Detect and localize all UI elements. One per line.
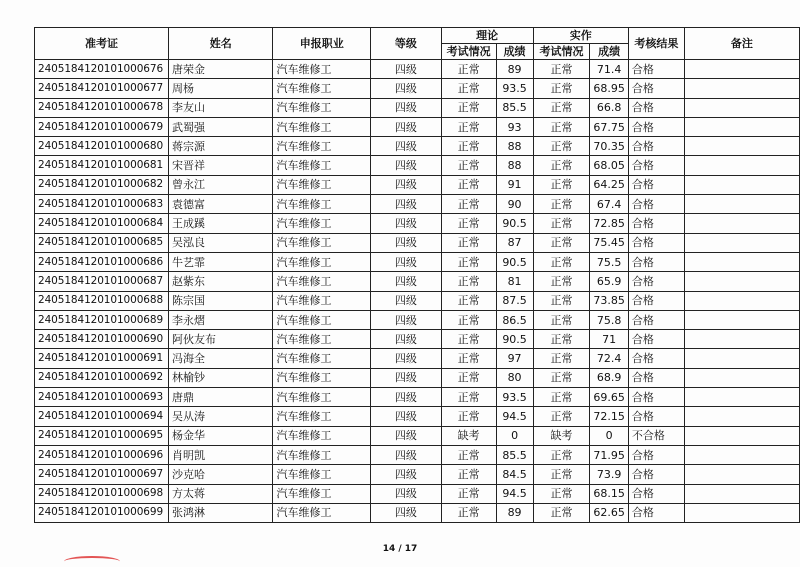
cell-practice-status: 正常 [533, 407, 590, 426]
cell-name: 陈宗国 [168, 291, 272, 310]
cell-note [684, 252, 799, 271]
header-level: 等级 [371, 28, 442, 60]
cell-exam-id: 2405184120101000681 [35, 156, 169, 175]
table-row [35, 175, 800, 194]
cell-result: 合格 [628, 503, 684, 522]
cell-note [684, 368, 799, 387]
cell-result: 合格 [628, 445, 684, 464]
table-row [35, 233, 800, 252]
cell-theory-status: 正常 [441, 195, 496, 214]
cell-theory-score: 85.5 [496, 445, 533, 464]
cell-theory-score: 90.5 [496, 252, 533, 271]
cell-practice-status: 正常 [533, 214, 590, 233]
table-row [35, 156, 800, 175]
header-theory-status: 考试情况 [441, 44, 496, 60]
cell-name: 武蜀强 [168, 117, 272, 136]
cell-exam-id: 2405184120101000696 [35, 445, 169, 464]
cell-result: 合格 [628, 388, 684, 407]
cell-job: 汽车维修工 [273, 368, 371, 387]
cell-result: 合格 [628, 117, 684, 136]
cell-note [684, 330, 799, 349]
cell-practice-status: 正常 [533, 484, 590, 503]
cell-theory-status: 正常 [441, 465, 496, 484]
cell-level: 四级 [371, 445, 442, 464]
cell-theory-score: 87.5 [496, 291, 533, 310]
cell-result: 合格 [628, 137, 684, 156]
cell-job: 汽车维修工 [273, 117, 371, 136]
cell-job: 汽车维修工 [273, 214, 371, 233]
table-row [35, 60, 800, 79]
cell-result: 合格 [628, 310, 684, 329]
cell-theory-status: 正常 [441, 368, 496, 387]
cell-result: 合格 [628, 233, 684, 252]
table-row [35, 252, 800, 271]
cell-theory-status: 正常 [441, 310, 496, 329]
cell-level: 四级 [371, 407, 442, 426]
cell-result: 合格 [628, 407, 684, 426]
cell-practice-status: 正常 [533, 233, 590, 252]
cell-practice-status: 正常 [533, 368, 590, 387]
cell-name: 肖明凯 [168, 445, 272, 464]
cell-job: 汽车维修工 [273, 330, 371, 349]
cell-job: 汽车维修工 [273, 426, 371, 445]
cell-level: 四级 [371, 310, 442, 329]
table-row [35, 137, 800, 156]
cell-theory-status: 正常 [441, 137, 496, 156]
header-theory-score: 成绩 [496, 44, 533, 60]
cell-theory-status: 正常 [441, 445, 496, 464]
cell-theory-status: 正常 [441, 252, 496, 271]
cell-result: 合格 [628, 272, 684, 291]
cell-practice-score: 68.9 [590, 368, 629, 387]
table-row [35, 503, 800, 522]
table-row [35, 368, 800, 387]
cell-practice-score: 70.35 [590, 137, 629, 156]
cell-theory-score: 88 [496, 137, 533, 156]
cell-job: 汽车维修工 [273, 310, 371, 329]
cell-job: 汽车维修工 [273, 445, 371, 464]
cell-practice-status: 正常 [533, 137, 590, 156]
header-exam-id: 准考证 [35, 28, 169, 60]
cell-practice-status: 正常 [533, 175, 590, 194]
cell-result: 合格 [628, 195, 684, 214]
cell-practice-status: 正常 [533, 98, 590, 117]
cell-name: 林榆钞 [168, 368, 272, 387]
cell-level: 四级 [371, 214, 442, 233]
cell-theory-score: 90.5 [496, 330, 533, 349]
cell-theory-score: 90 [496, 195, 533, 214]
cell-practice-status: 正常 [533, 465, 590, 484]
cell-exam-id: 2405184120101000689 [35, 310, 169, 329]
cell-theory-score: 94.5 [496, 484, 533, 503]
cell-practice-status: 正常 [533, 291, 590, 310]
table-row [35, 195, 800, 214]
cell-level: 四级 [371, 117, 442, 136]
cell-note [684, 426, 799, 445]
cell-note [684, 272, 799, 291]
header-name: 姓名 [168, 28, 272, 60]
cell-name: 阿伙友布 [168, 330, 272, 349]
cell-level: 四级 [371, 252, 442, 271]
cell-job: 汽车维修工 [273, 272, 371, 291]
cell-level: 四级 [371, 503, 442, 522]
cell-practice-score: 72.15 [590, 407, 629, 426]
score-table [34, 27, 800, 523]
cell-practice-score: 71 [590, 330, 629, 349]
cell-level: 四级 [371, 272, 442, 291]
cell-exam-id: 2405184120101000695 [35, 426, 169, 445]
cell-theory-score: 94.5 [496, 407, 533, 426]
cell-theory-status: 正常 [441, 388, 496, 407]
header-practice-score: 成绩 [590, 44, 629, 60]
cell-theory-score: 88 [496, 156, 533, 175]
cell-note [684, 214, 799, 233]
cell-practice-score: 68.95 [590, 79, 629, 98]
table-row [35, 330, 800, 349]
cell-practice-score: 71.95 [590, 445, 629, 464]
cell-result: 合格 [628, 79, 684, 98]
cell-note [684, 156, 799, 175]
header-practice-status: 考试情况 [533, 44, 590, 60]
cell-result: 合格 [628, 60, 684, 79]
cell-name: 方太蒋 [168, 484, 272, 503]
cell-theory-status: 正常 [441, 117, 496, 136]
cell-practice-score: 67.4 [590, 195, 629, 214]
cell-note [684, 117, 799, 136]
table-row [35, 349, 800, 368]
cell-job: 汽车维修工 [273, 503, 371, 522]
cell-note [684, 60, 799, 79]
cell-name: 牛艺霏 [168, 252, 272, 271]
stamp-arc [64, 556, 120, 567]
cell-name: 周杨 [168, 79, 272, 98]
header-theory: 理论 [441, 28, 533, 44]
cell-name: 袁德富 [168, 195, 272, 214]
table-body [35, 60, 800, 523]
cell-theory-score: 89 [496, 503, 533, 522]
table-row [35, 310, 800, 329]
cell-exam-id: 2405184120101000699 [35, 503, 169, 522]
cell-note [684, 349, 799, 368]
cell-result: 合格 [628, 252, 684, 271]
cell-exam-id: 2405184120101000680 [35, 137, 169, 156]
cell-note [684, 465, 799, 484]
cell-practice-score: 71.4 [590, 60, 629, 79]
cell-job: 汽车维修工 [273, 175, 371, 194]
cell-job: 汽车维修工 [273, 484, 371, 503]
cell-theory-score: 84.5 [496, 465, 533, 484]
cell-level: 四级 [371, 368, 442, 387]
table-row [35, 117, 800, 136]
cell-exam-id: 2405184120101000692 [35, 368, 169, 387]
cell-exam-id: 2405184120101000678 [35, 98, 169, 117]
cell-practice-score: 66.8 [590, 98, 629, 117]
cell-practice-score: 73.9 [590, 465, 629, 484]
cell-result: 合格 [628, 98, 684, 117]
cell-practice-status: 正常 [533, 445, 590, 464]
cell-exam-id: 2405184120101000697 [35, 465, 169, 484]
cell-note [684, 291, 799, 310]
cell-job: 汽车维修工 [273, 233, 371, 252]
cell-note [684, 503, 799, 522]
cell-theory-score: 90.5 [496, 214, 533, 233]
cell-job: 汽车维修工 [273, 407, 371, 426]
table-row [35, 388, 800, 407]
cell-name: 李友山 [168, 98, 272, 117]
cell-note [684, 233, 799, 252]
cell-practice-score: 65.9 [590, 272, 629, 291]
cell-practice-score: 75.8 [590, 310, 629, 329]
cell-level: 四级 [371, 233, 442, 252]
cell-theory-score: 0 [496, 426, 533, 445]
cell-note [684, 98, 799, 117]
cell-exam-id: 2405184120101000688 [35, 291, 169, 310]
cell-practice-score: 75.5 [590, 252, 629, 271]
cell-job: 汽车维修工 [273, 388, 371, 407]
cell-theory-score: 80 [496, 368, 533, 387]
cell-exam-id: 2405184120101000687 [35, 272, 169, 291]
cell-theory-score: 89 [496, 60, 533, 79]
cell-exam-id: 2405184120101000698 [35, 484, 169, 503]
cell-level: 四级 [371, 465, 442, 484]
cell-practice-score: 75.45 [590, 233, 629, 252]
cell-name: 王成蹊 [168, 214, 272, 233]
cell-name: 蒋宗源 [168, 137, 272, 156]
cell-job: 汽车维修工 [273, 349, 371, 368]
cell-theory-status: 正常 [441, 484, 496, 503]
cell-job: 汽车维修工 [273, 98, 371, 117]
cell-theory-status: 正常 [441, 233, 496, 252]
cell-theory-score: 93.5 [496, 79, 533, 98]
cell-result: 合格 [628, 175, 684, 194]
cell-level: 四级 [371, 349, 442, 368]
cell-job: 汽车维修工 [273, 465, 371, 484]
cell-job: 汽车维修工 [273, 60, 371, 79]
table-row [35, 426, 800, 445]
header-practice: 实作 [533, 28, 628, 44]
table-row [35, 291, 800, 310]
cell-name: 冯海全 [168, 349, 272, 368]
cell-exam-id: 2405184120101000685 [35, 233, 169, 252]
cell-theory-status: 正常 [441, 503, 496, 522]
cell-practice-score: 73.85 [590, 291, 629, 310]
cell-name: 唐鼎 [168, 388, 272, 407]
cell-name: 唐荣金 [168, 60, 272, 79]
cell-practice-status: 正常 [533, 349, 590, 368]
cell-result: 合格 [628, 214, 684, 233]
table-row [35, 445, 800, 464]
cell-practice-status: 正常 [533, 272, 590, 291]
table-row [35, 407, 800, 426]
cell-exam-id: 2405184120101000677 [35, 79, 169, 98]
cell-job: 汽车维修工 [273, 156, 371, 175]
header-job: 申报职业 [273, 28, 371, 60]
cell-exam-id: 2405184120101000686 [35, 252, 169, 271]
cell-note [684, 175, 799, 194]
cell-theory-status: 正常 [441, 330, 496, 349]
cell-level: 四级 [371, 426, 442, 445]
cell-theory-status: 正常 [441, 407, 496, 426]
cell-note [684, 388, 799, 407]
cell-note [684, 310, 799, 329]
cell-practice-score: 69.65 [590, 388, 629, 407]
cell-name: 沙克哈 [168, 465, 272, 484]
cell-result: 合格 [628, 156, 684, 175]
stamp-seal [60, 553, 260, 566]
cell-practice-status: 正常 [533, 79, 590, 98]
cell-theory-status: 正常 [441, 291, 496, 310]
cell-job: 汽车维修工 [273, 137, 371, 156]
cell-practice-status: 正常 [533, 156, 590, 175]
cell-practice-status: 正常 [533, 195, 590, 214]
cell-result: 合格 [628, 330, 684, 349]
cell-name: 杨金华 [168, 426, 272, 445]
cell-result: 不合格 [628, 426, 684, 445]
cell-result: 合格 [628, 349, 684, 368]
cell-practice-status: 正常 [533, 252, 590, 271]
cell-theory-score: 93.5 [496, 388, 533, 407]
cell-theory-score: 91 [496, 175, 533, 194]
cell-theory-score: 85.5 [496, 98, 533, 117]
cell-level: 四级 [371, 60, 442, 79]
cell-level: 四级 [371, 484, 442, 503]
cell-practice-status: 正常 [533, 310, 590, 329]
cell-exam-id: 2405184120101000690 [35, 330, 169, 349]
cell-theory-status: 正常 [441, 60, 496, 79]
table-row [35, 98, 800, 117]
table-row [35, 484, 800, 503]
cell-result: 合格 [628, 484, 684, 503]
cell-job: 汽车维修工 [273, 291, 371, 310]
cell-theory-score: 93 [496, 117, 533, 136]
cell-exam-id: 2405184120101000694 [35, 407, 169, 426]
cell-practice-score: 68.05 [590, 156, 629, 175]
cell-practice-status: 正常 [533, 117, 590, 136]
cell-theory-status: 缺考 [441, 426, 496, 445]
cell-practice-status: 正常 [533, 388, 590, 407]
header-result: 考核结果 [628, 28, 684, 60]
cell-job: 汽车维修工 [273, 252, 371, 271]
cell-theory-status: 正常 [441, 214, 496, 233]
cell-practice-status: 正常 [533, 330, 590, 349]
table-row [35, 214, 800, 233]
cell-result: 合格 [628, 465, 684, 484]
cell-exam-id: 2405184120101000682 [35, 175, 169, 194]
table-row [35, 79, 800, 98]
cell-practice-score: 62.65 [590, 503, 629, 522]
cell-note [684, 484, 799, 503]
cell-result: 合格 [628, 368, 684, 387]
cell-exam-id: 2405184120101000676 [35, 60, 169, 79]
cell-job: 汽车维修工 [273, 195, 371, 214]
cell-exam-id: 2405184120101000684 [35, 214, 169, 233]
cell-exam-id: 2405184120101000691 [35, 349, 169, 368]
cell-theory-status: 正常 [441, 349, 496, 368]
cell-practice-score: 68.15 [590, 484, 629, 503]
cell-practice-score: 0 [590, 426, 629, 445]
cell-level: 四级 [371, 291, 442, 310]
cell-level: 四级 [371, 98, 442, 117]
cell-theory-status: 正常 [441, 272, 496, 291]
cell-level: 四级 [371, 156, 442, 175]
cell-exam-id: 2405184120101000683 [35, 195, 169, 214]
cell-note [684, 407, 799, 426]
cell-theory-status: 正常 [441, 79, 496, 98]
table-row [35, 272, 800, 291]
header-note: 备注 [684, 28, 799, 60]
cell-theory-status: 正常 [441, 175, 496, 194]
cell-practice-score: 72.4 [590, 349, 629, 368]
table-row [35, 465, 800, 484]
page-indicator: 14 / 17 [382, 544, 418, 554]
cell-job: 汽车维修工 [273, 79, 371, 98]
cell-practice-score: 72.85 [590, 214, 629, 233]
cell-note [684, 79, 799, 98]
cell-practice-status: 正常 [533, 60, 590, 79]
cell-practice-score: 64.25 [590, 175, 629, 194]
cell-note [684, 445, 799, 464]
cell-note [684, 195, 799, 214]
cell-name: 张鸿淋 [168, 503, 272, 522]
cell-name: 赵紫东 [168, 272, 272, 291]
cell-practice-score: 67.75 [590, 117, 629, 136]
cell-theory-score: 86.5 [496, 310, 533, 329]
cell-theory-score: 81 [496, 272, 533, 291]
cell-exam-id: 2405184120101000693 [35, 388, 169, 407]
cell-theory-status: 正常 [441, 156, 496, 175]
cell-level: 四级 [371, 175, 442, 194]
cell-name: 吴从涛 [168, 407, 272, 426]
cell-note [684, 137, 799, 156]
cell-name: 吴泓良 [168, 233, 272, 252]
cell-theory-status: 正常 [441, 98, 496, 117]
cell-name: 曾永江 [168, 175, 272, 194]
cell-name: 宋晋祥 [168, 156, 272, 175]
cell-level: 四级 [371, 137, 442, 156]
cell-level: 四级 [371, 195, 442, 214]
cell-result: 合格 [628, 291, 684, 310]
cell-name: 李永熠 [168, 310, 272, 329]
cell-level: 四级 [371, 79, 442, 98]
cell-theory-score: 87 [496, 233, 533, 252]
cell-theory-score: 97 [496, 349, 533, 368]
cell-level: 四级 [371, 388, 442, 407]
cell-level: 四级 [371, 330, 442, 349]
cell-practice-status: 缺考 [533, 426, 590, 445]
cell-exam-id: 2405184120101000679 [35, 117, 169, 136]
cell-practice-status: 正常 [533, 503, 590, 522]
